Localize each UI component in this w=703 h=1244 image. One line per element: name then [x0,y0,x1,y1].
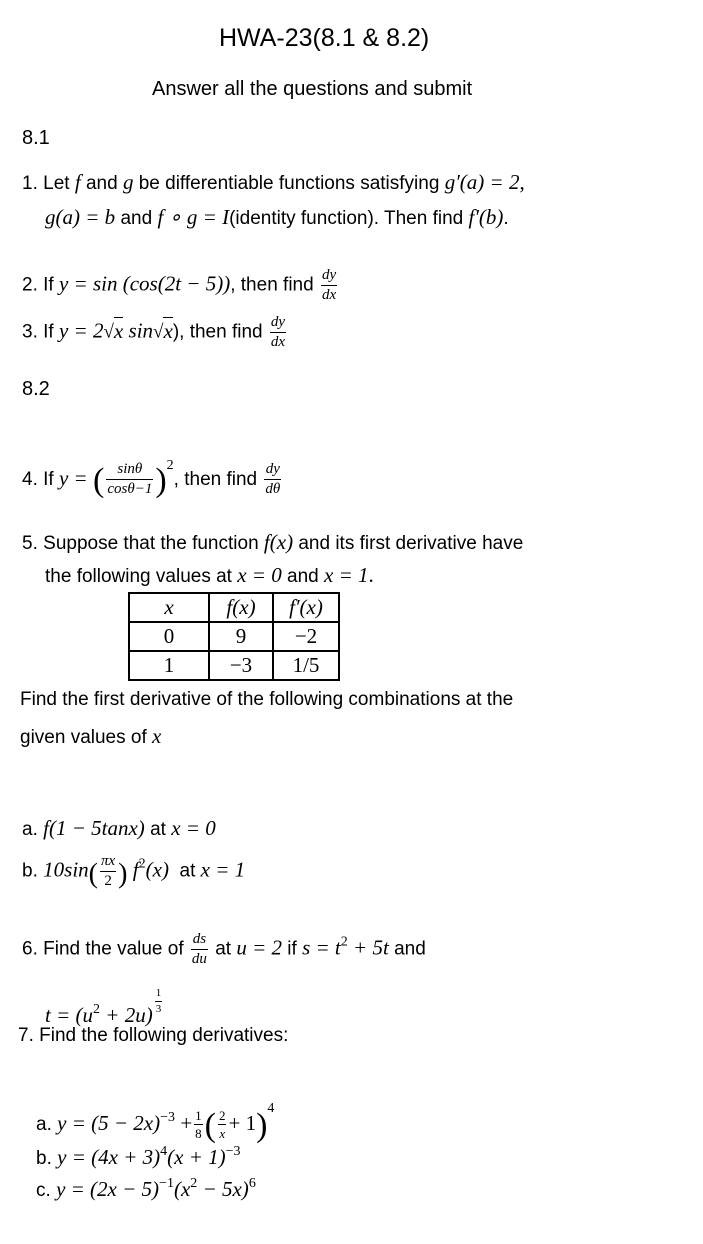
question-1-line-1: 1. Let f and g be differentiable functions satisfying g′(a) = 2, [22,170,525,194]
q7-a-inner-fraction: $\frac{2}{x}$ [218,1108,226,1142]
page-title: HWA-23(8.1 & 8.2) [219,24,430,52]
table-cell: 0 [129,622,209,651]
q5-part-b: b. 10sin( $\frac{\pi x}{2}$ ) $f^2(x)$ at x = 1 [22,853,246,890]
q4-derivative-fraction: $\frac{dy}{d\theta}$ [265,461,281,498]
table-cell: 1/5 [273,651,339,680]
page-subtitle: Answer all the questions and submit [152,78,473,100]
table-header-cell: f′(x) [273,593,339,622]
section-8-2-heading: 8.2 [22,378,50,400]
q5-part-a: a. f(1 − 5tanx) at x = 0 [22,816,216,840]
q7-part-c: c. $y = (2x - 5)^{-1}(x^2 - 5x)^6$ [36,1176,256,1201]
q7-part-b: b. $y = (4x + 3)^4(x + 1)^{-3}$ [36,1144,241,1169]
question-5-line-2: the following values at x = 0 and x = 1. [45,563,374,587]
q4-base-fraction: $\frac{\sin\theta}{\cos\theta-1}$ [107,461,153,498]
q5-b-fraction: $\frac{\pi x}{2}$ [100,853,116,889]
q7-part-a: a. $y = (5 - 2x)^{-3}$ + $\frac{1}{8}$ ( $\frac{2}{x}$ + 1)$^4$ [36,1101,275,1144]
q2-derivative-fraction: $\frac{dy}{dx}$ [321,267,337,303]
question-2: 2. If y = sin (cos(2t − 5)), then find $\frac{dy}{dx}$ [22,267,337,303]
question-6-line-1: 6. Find the value of $\frac{ds}{du}$ at u = 2 if $s = t^2 + 5t$ and [22,931,426,967]
question-6-line-2: $t = (u^2 + 2u)$ $\frac{1}{3}$ [45,987,162,1027]
table-row [129,622,339,651]
table-header-cell: f(x) [209,593,273,622]
table-cell: 9 [209,622,273,651]
table-cell: −2 [273,622,339,651]
sqrt-symbol: √ [103,321,114,343]
q7-a-coefficient: $\frac{1}{8}$ [195,1108,202,1142]
table-cell: 1 [129,651,209,680]
table-header-row [129,593,339,622]
table-cell: −3 [209,651,273,680]
table-row [129,651,339,680]
q6-exponent-fraction: $\frac{1}{3}$ [155,987,162,1015]
values-table [128,592,340,681]
q6-derivative-fraction: $\frac{ds}{du}$ [191,931,207,967]
question-5-line-1: 5. Suppose that the function f(x) and its first derivative have [22,530,524,554]
q1-number: 1. [22,173,38,194]
question-7: 7. Find the following derivatives: [18,1025,289,1046]
table-header-cell: x [129,593,209,622]
q5-instruction-line-2: given values of x [20,724,162,748]
section-8-1-heading: 8.1 [22,127,50,149]
q5-instruction-line-1: Find the first derivative of the following combinations at the [20,689,514,710]
question-1-line-2: g(a) = b and f ∘ g = I(identity function). Then find f′(b). [45,205,509,229]
question-3: 3. If y = 2√x sin√x), then find $\frac{dy}{dx}$ [22,314,286,350]
question-4: 4. If y = ( $\frac{\sin\theta}{\cos\theta-1}$ )$^2$, then find $\frac{dy}{d\theta}$ [22,458,281,499]
q3-derivative-fraction: $\frac{dy}{dx}$ [270,314,286,350]
